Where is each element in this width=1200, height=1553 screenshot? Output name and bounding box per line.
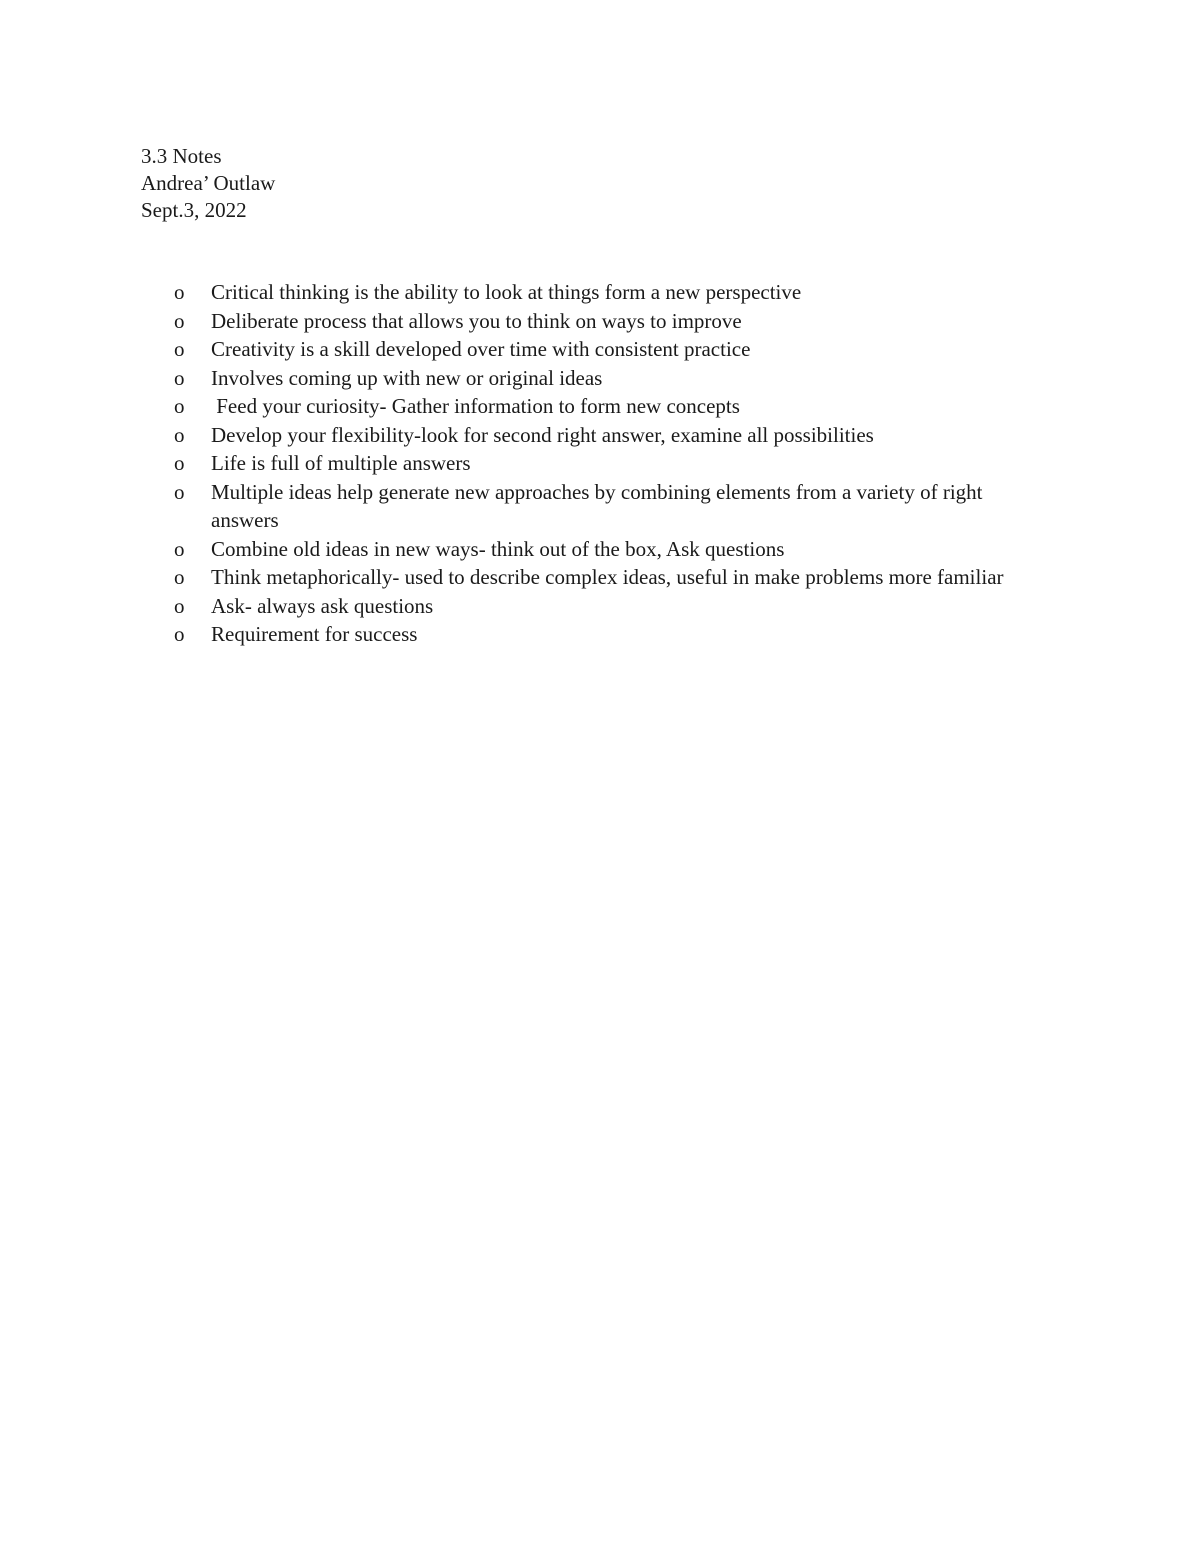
- list-item-text: Life is full of multiple answers: [211, 451, 471, 475]
- document-title: 3.3 Notes: [141, 144, 222, 168]
- list-item: [174, 307, 1054, 336]
- list-item-text: Develop your flexibility-look for second right answer, examine all possibilities: [211, 422, 874, 447]
- list-item: [174, 478, 1054, 535]
- list-item: [174, 563, 1054, 592]
- bullet-icon: o: [174, 536, 185, 561]
- document-header: [141, 143, 275, 224]
- notes-list: [174, 278, 1054, 649]
- list-item-text: Requirement for success: [211, 622, 418, 646]
- list-item: [174, 592, 1054, 621]
- list-item-text: Ask- always ask questions: [211, 593, 434, 618]
- bullet-icon: o: [174, 280, 185, 304]
- list-item-text: Involves coming up with new or original ideas: [211, 365, 603, 390]
- bullet-icon: o: [174, 394, 185, 418]
- bullet-icon: o: [174, 308, 185, 333]
- list-item-text: Think metaphorically- used to describe complex ideas, useful in make problems more familiar: [211, 565, 1004, 589]
- bullet-icon: o: [174, 365, 185, 390]
- list-item: [174, 421, 1054, 450]
- document-date: Sept.3, 2022: [141, 198, 247, 222]
- document-author: Andrea’ Outlaw: [141, 171, 276, 195]
- bullet-icon: o: [174, 451, 185, 475]
- list-item: [174, 364, 1054, 393]
- bullet-icon: o: [174, 565, 185, 589]
- bullet-icon: o: [174, 422, 185, 447]
- list-item: [174, 335, 1054, 364]
- bullet-icon: o: [174, 337, 185, 361]
- list-item-text: Combine old ideas in new ways- think out of the box, Ask questions: [211, 536, 785, 561]
- list-item: [174, 620, 1054, 649]
- bullet-icon: o: [174, 593, 185, 618]
- list-item: [174, 278, 1054, 307]
- list-item-text: Deliberate process that allows you to think on ways to improve: [211, 308, 742, 333]
- bullet-icon: o: [174, 479, 185, 504]
- list-item-text: Feed your curiosity- Gather information to form new concepts: [211, 394, 740, 418]
- bullet-icon: o: [174, 622, 185, 646]
- list-item-text: Creativity is a skill developed over time with consistent practice: [211, 337, 751, 361]
- list-item-text: Critical thinking is the ability to look at things form a new perspective: [211, 280, 802, 304]
- list-item: [174, 392, 1054, 421]
- list-item: [174, 535, 1054, 564]
- list-item: [174, 449, 1054, 478]
- list-item-text: Multiple ideas help generate new approaches by combining elements from a variety of right answers: [211, 479, 983, 532]
